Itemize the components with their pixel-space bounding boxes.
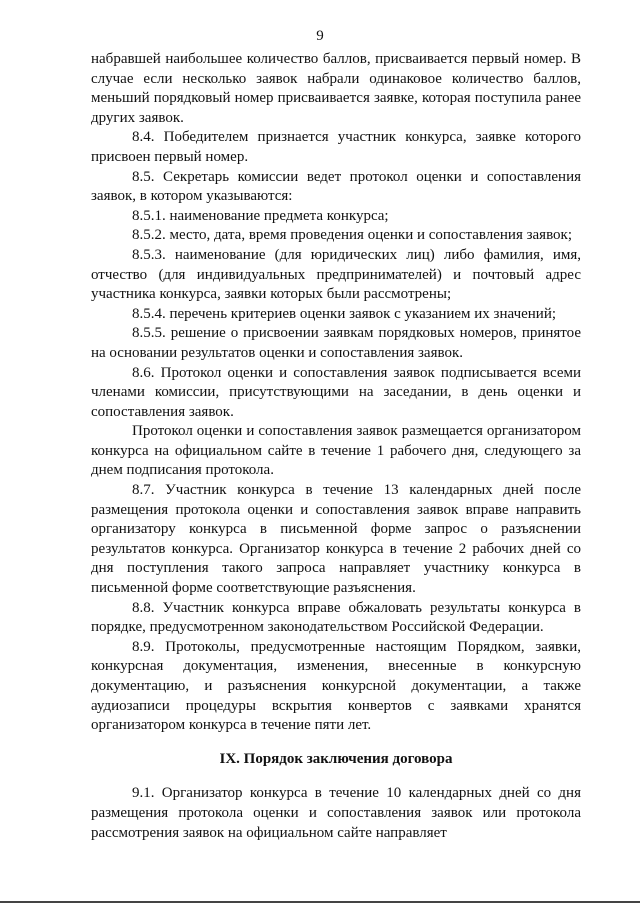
page-bottom-edge [0, 901, 640, 903]
paragraph-8-5-5: 8.5.5. решение о присвоении заявкам порядковых номеров, принятое на основании результатов оценки и сопоставления заявок. [91, 325, 581, 361]
paragraph-8-6: 8.6. Протокол оценки и сопоставления заявок подписывается всеми членами комиссии, присутствующими на заседании, в день оценки и сопоставления заявок. [91, 364, 581, 420]
paragraph-8-5: 8.5. Секретарь комиссии ведет протокол оценки и сопоставления заявок, в котором указываются: [91, 168, 581, 205]
paragraph-8-5-2: 8.5.2. место, дата, время проведения оценки и сопоставления заявок; [132, 227, 573, 244]
section-heading: IX. Порядок заключения договора [219, 750, 453, 767]
page-number: 9 [316, 28, 324, 44]
paragraph-8-5-1: 8.5.1. наименование предмета конкурса; [132, 207, 389, 224]
paragraph-8-6-publication: Протокол оценки и сопоставления заявок размещается организатором конкурса на официальном сайте в течение 1 рабочего дня, следующего за днем подписания протокола. [91, 423, 581, 479]
paragraph-8-7: 8.7. Участник конкурса в течение 13 календарных дней после размещения протокола оценки и сопоставления заявок вправе направить организатору конкурса в письменной форме запрос о разъяснении результатов конкурса. Организатор конкурса в течение 2 рабочих дней со дня поступления такого запроса направляет участнику конкурса в письменной форме соответствующие разъяснения. [91, 482, 581, 597]
paragraph-8-5-3: 8.5.3. наименование (для юридических лиц) либо фамилия, имя, отчество (для индивидуальных предпринимателей) и почтовый адрес участника конкурса, заявки которых были рассмотрены; [91, 246, 581, 303]
paragraph-8-4: 8.4. Победителем признается участник конкурса, заявке которого присвоен первый номер. [91, 129, 581, 165]
paragraph-8-5-4: 8.5.4. перечень критериев оценки заявок с указанием их значений; [132, 305, 557, 322]
paragraph-continuation: набравшей наибольшее количество баллов, присваивается первый номер. В случае если несколько заявок набрали одинаковое количество баллов, меньший порядковый номер присваивается заявке, которая поступила ранее других заявок. [91, 51, 581, 126]
paragraph-8-9: 8.9. Протоколы, предусмотренные настоящим Порядком, заявки, конкурсная документация, изменения, внесенные в конкурсную документацию, и разъяснения конкурсной документации, а также аудиозаписи процедуры вскрытия конвертов с заявками хранятся организатором конкурса в течение пяти лет. [91, 638, 581, 734]
paragraph-9-1: 9.1. Организатор конкурса в течение 10 календарных дней со дня размещения протокола оценки и сопоставления заявок или протокола рассмотрения заявок на официальном сайте направляет [91, 785, 581, 841]
paragraph-8-8: 8.8. Участник конкурса вправе обжаловать результаты конкурса в порядке, предусмотренном законодательством Российской Федерации. [91, 599, 581, 636]
document-body [91, 50, 581, 843]
